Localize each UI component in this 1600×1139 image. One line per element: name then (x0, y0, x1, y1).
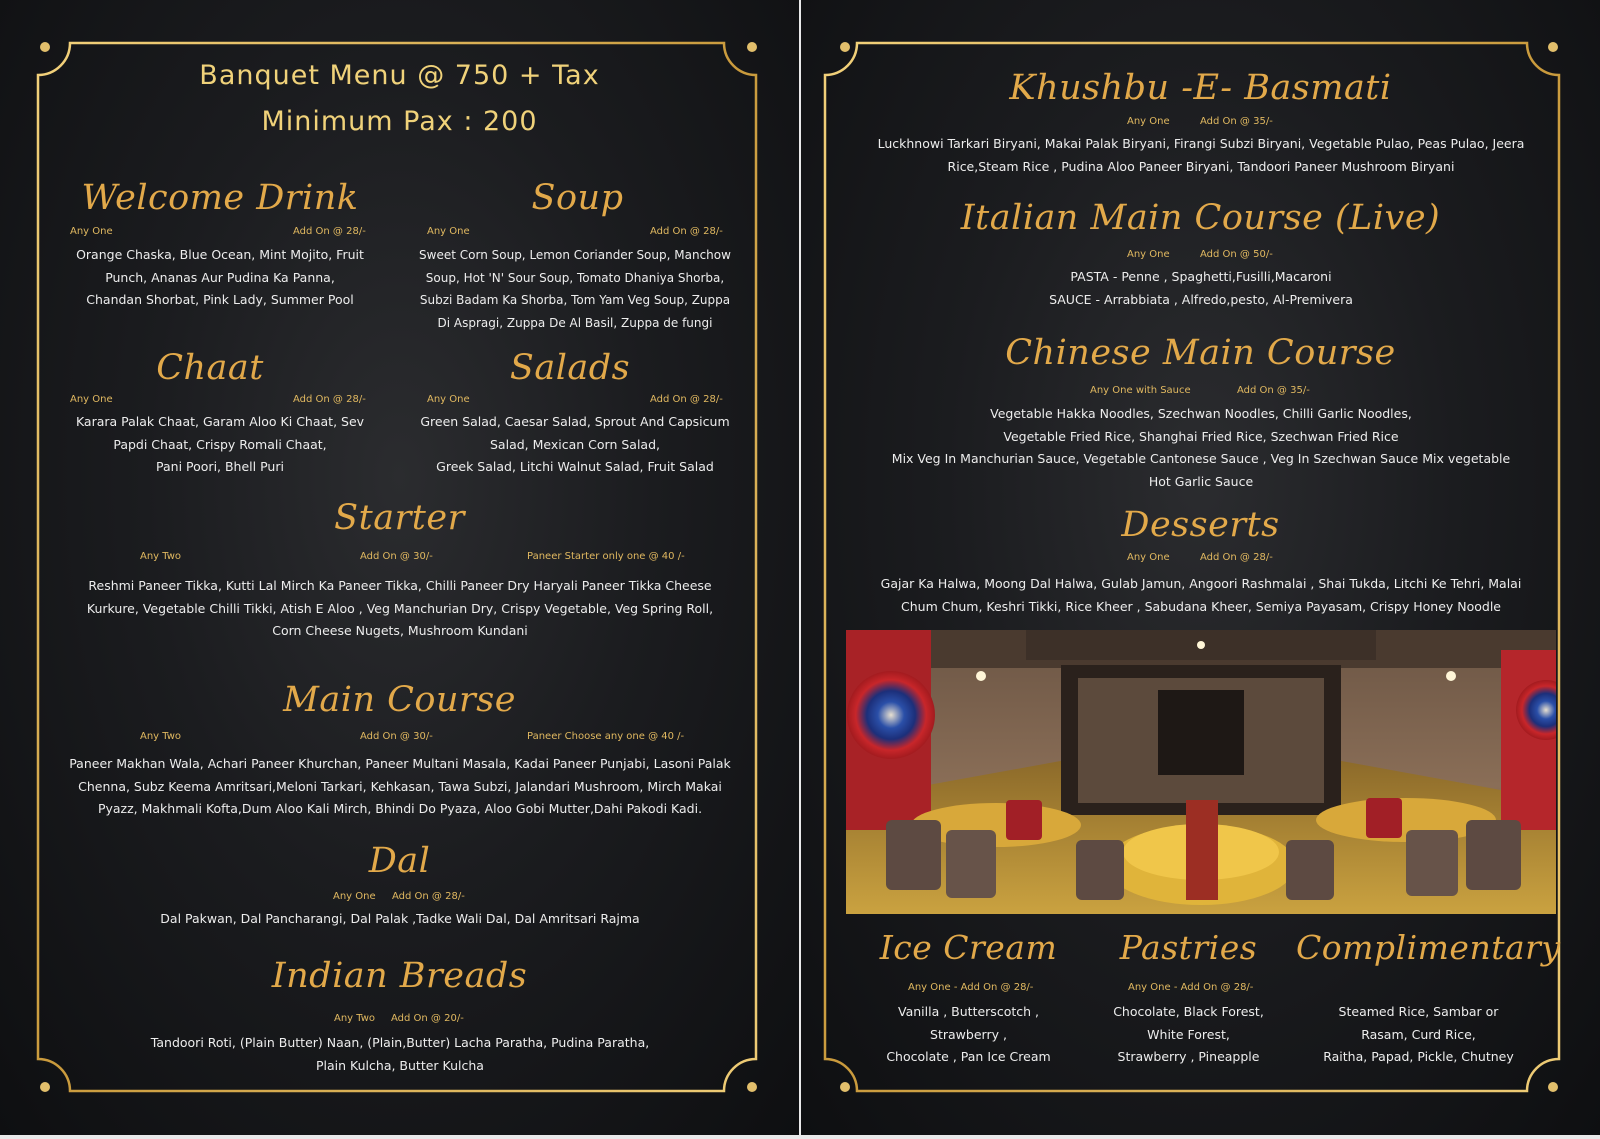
section-title-main-course: Main Course (283, 680, 516, 720)
italian-items: PASTA - Penne , Spaghetti,Fusilli,Macaroni SAUCE - Arrabbiata , Alfredo,pesto, Al-Premivera (1049, 269, 1353, 307)
soup-items: Sweet Corn Soup, Lemon Coriander Soup, Manchow Soup, Hot 'N' Sour Soup, Tomato Dhaniya Shorba, Subzi Badam Ka Shorba, Tom Yam Veg Soup, Zuppa Di Aspragi, Zuppa De Al Basil, Zuppa de fungi (419, 248, 731, 330)
restaurant-interior-photo (846, 630, 1556, 914)
dal-items: Dal Pakwan, Dal Pancharangi, Dal Palak ,Tadke Wali Dal, Dal Amritsari Rajma (160, 911, 640, 926)
biryani-choice: Any One (1127, 116, 1170, 127)
section-title-complimentary: Complimentary (1296, 928, 1561, 967)
breads-choice: Any Two (334, 1013, 376, 1024)
section-title-chaat: Chaat (156, 348, 264, 388)
chaat-addon: Add On @ 28/- (293, 394, 366, 405)
welcome-choice: Any One (70, 226, 113, 237)
section-title-italian: Italian Main Course (Live) (960, 198, 1441, 238)
section-title-chinese: Chinese Main Course (1005, 333, 1396, 373)
main-course-choice: Any Two (140, 731, 182, 742)
main-course-paneer-note: Paneer Choose any one @ 40 /- (527, 731, 685, 742)
section-title-pastries: Pastries (1119, 928, 1258, 967)
main-course-addon: Add On @ 30/- (360, 731, 433, 742)
complimentary-items: Steamed Rice, Sambar or Rasam, Curd Rice, Raitha, Papad, Pickle, Chutney (1323, 1004, 1514, 1065)
section-title-soup: Soup (531, 178, 624, 218)
section-title-indian-breads: Indian Breads (271, 956, 528, 996)
chinese-choice: Any One with Sauce (1090, 385, 1191, 396)
menu-page-right (801, 0, 1600, 1135)
desserts-addon: Add On @ 28/- (1200, 552, 1273, 563)
section-title-biryani: Khushbu -E- Basmati (1009, 68, 1392, 108)
biryani-items: Luckhnowi Tarkari Biryani, Makai Palak Biryani, Firangi Subzi Biryani, Vegetable Pulao, Peas Pulao, Jeera Rice,Steam Rice , Pudina Aloo Paneer Biryani, Tandoori Paneer Mushroom Biryani (877, 136, 1525, 174)
ice-cream-note: Any One - Add On @ 28/- (908, 982, 1034, 993)
soup-addon: Add On @ 28/- (650, 226, 723, 237)
minimum-pax: Minimum Pax : 200 (261, 106, 538, 137)
dal-choice: Any One (333, 891, 376, 902)
section-title-desserts: Desserts (1121, 505, 1280, 545)
starter-items: Reshmi Paneer Tikka, Kutti Lal Mirch Ka Paneer Tikka, Chilli Paneer Dry Haryali Paneer Tikka Cheese Kurkure, Vegetable Chilli Tikki, Atish E Aloo , Veg Manchurian Dry, Crispy Vegetable, Veg Spring Roll, Corn Cheese Nugets, Mushroom Kundani (86, 578, 714, 639)
breads-addon: Add On @ 20/- (391, 1013, 464, 1024)
section-title-ice-cream: Ice Cream (879, 928, 1058, 967)
soup-choice: Any One (427, 226, 470, 237)
salads-addon: Add On @ 28/- (650, 394, 723, 405)
menu-page-left (0, 0, 799, 1135)
breads-items: Tandoori Roti, (Plain Butter) Naan, (Plain,Butter) Lacha Paratha, Pudina Paratha, Plain Kulcha, Butter Kulcha (150, 1035, 650, 1073)
chinese-items: Vegetable Hakka Noodles, Szechwan Noodles, Chilli Garlic Noodles, Vegetable Fried Rice, Shanghai Fried Rice, Szechwan Fried Rice Mix Veg In Manchurian Sauce, Vegetable Cantonese Sauce , Veg In Szechwan Sauce Mix vegetable Hot Garlic Sauce (891, 406, 1511, 489)
menu-title: Banquet Menu @ 750 + Tax (199, 60, 600, 91)
italian-choice: Any One (1127, 249, 1170, 260)
section-title-welcome-drink: Welcome Drink (81, 178, 359, 218)
desserts-choice: Any One (1127, 552, 1170, 563)
main-course-items: Paneer Makhan Wala, Achari Paneer Khurchan, Paneer Multani Masala, Kadai Paneer Punjabi, Lasoni Palak Chenna, Subz Keema Amritsari,Meloni Tarkari, Kehkasan, Tawa Subzi, Jalandari Mushroom, Mirch Makai Pyazz, Makhmali Kofta,Dum Aloo Kali Mirch, Bhindi Do Pyaza, Aloo Gobi Mutter,Dahi Pakodi Kadi. (69, 756, 731, 817)
chaat-items: Karara Palak Chaat, Garam Aloo Ki Chaat, Sev Papdi Chaat, Crispy Romali Chaat, Pani Poori, Bhell Puri (75, 414, 365, 475)
starter-addon: Add On @ 30/- (360, 551, 433, 562)
pastries-note: Any One - Add On @ 28/- (1128, 982, 1254, 993)
ice-cream-items: Vanilla , Butterscotch , Strawberry , Chocolate , Pan Ice Cream (886, 1004, 1051, 1065)
biryani-addon: Add On @ 35/- (1200, 116, 1273, 127)
salads-items: Green Salad, Caesar Salad, Sprout And Capsicum Salad, Mexican Corn Salad, Greek Salad, Litchi Walnut Salad, Fruit Salad (420, 414, 730, 475)
section-title-dal: Dal (368, 841, 431, 881)
section-title-salads: Salads (509, 348, 631, 388)
section-title-starter: Starter (334, 498, 465, 538)
welcome-items: Orange Chaska, Blue Ocean, Mint Mojito, Fruit Punch, Ananas Aur Pudina Ka Panna, Chandan Shorbat, Pink Lady, Summer Pool (76, 247, 364, 308)
chaat-choice: Any One (70, 394, 113, 405)
salads-choice: Any One (427, 394, 470, 405)
dal-addon: Add On @ 28/- (392, 891, 465, 902)
starter-paneer-note: Paneer Starter only one @ 40 /- (527, 551, 685, 562)
chinese-addon: Add On @ 35/- (1237, 385, 1310, 396)
pastries-items: Chocolate, Black Forest, White Forest, Strawberry , Pineapple (1113, 1004, 1264, 1065)
desserts-items: Gajar Ka Halwa, Moong Dal Halwa, Gulab Jamun, Angoori Rashmalai , Shai Tukda, Litchi Ke Tehri, Malai Chum Chum, Keshri Tikki, Rice Kheer , Sabudana Kheer, Semiya Payasam, Crispy Honey Noodle (880, 576, 1522, 614)
italian-addon: Add On @ 50/- (1200, 249, 1273, 260)
starter-choice: Any Two (140, 551, 182, 562)
welcome-addon: Add On @ 28/- (293, 226, 366, 237)
